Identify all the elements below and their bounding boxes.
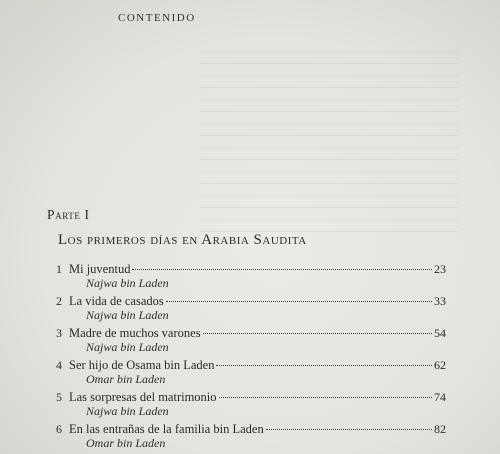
- toc-entry: [56, 262, 446, 294]
- table-of-contents: [56, 262, 446, 454]
- toc-entry: [56, 294, 446, 326]
- page-number: 23: [434, 262, 446, 276]
- chapter-title: Mi juventud: [69, 262, 131, 276]
- chapter-author: Najwa bin Laden: [86, 276, 169, 290]
- toc-entry-line: [56, 294, 446, 308]
- page-number: 82: [434, 422, 446, 436]
- chapter-number: 1: [56, 262, 62, 276]
- toc-entry: [56, 326, 446, 358]
- chapter-number: 6: [56, 422, 62, 436]
- chapter-title: Madre de muchos varones: [69, 326, 201, 340]
- page-number: 74: [434, 390, 446, 404]
- dot-leader: [266, 429, 432, 430]
- contents-heading: CONTENIDO: [118, 12, 196, 24]
- dot-leader: [203, 333, 432, 334]
- chapter-number: 5: [56, 390, 62, 404]
- chapter-title: Las sorpresas del matrimonio: [69, 390, 217, 404]
- toc-entry-line: [56, 358, 446, 372]
- chapter-number: 2: [56, 294, 62, 308]
- page-number: 54: [434, 326, 446, 340]
- page-number: 62: [434, 358, 446, 372]
- toc-entry-line: [56, 422, 446, 436]
- toc-entry: [56, 422, 446, 454]
- page-number: 33: [434, 294, 446, 308]
- part-title: Los primeros días en Arabia Saudita: [58, 232, 307, 248]
- chapter-number: 3: [56, 326, 62, 340]
- toc-entry-line: [56, 326, 446, 340]
- toc-entry-line: [56, 390, 446, 404]
- toc-entry-line: [56, 262, 446, 276]
- toc-entry: [56, 390, 446, 422]
- show-through-texture: [200, 40, 460, 240]
- dot-leader: [219, 397, 432, 398]
- chapter-author: Najwa bin Laden: [86, 404, 169, 418]
- dot-leader: [166, 301, 432, 302]
- chapter-title: Ser hijo de Osama bin Laden: [69, 358, 215, 372]
- chapter-author: Omar bin Laden: [86, 372, 166, 386]
- chapter-author: Najwa bin Laden: [86, 308, 169, 322]
- chapter-number: 4: [56, 358, 62, 372]
- chapter-title: En las entrañas de la familia bin Laden: [69, 422, 264, 436]
- chapter-title: La vida de casados: [69, 294, 164, 308]
- dot-leader: [132, 269, 432, 270]
- chapter-author: Omar bin Laden: [86, 436, 166, 450]
- dot-leader: [216, 365, 432, 366]
- toc-entry: [56, 358, 446, 390]
- chapter-author: Najwa bin Laden: [86, 340, 169, 354]
- part-label: Parte I: [47, 207, 90, 222]
